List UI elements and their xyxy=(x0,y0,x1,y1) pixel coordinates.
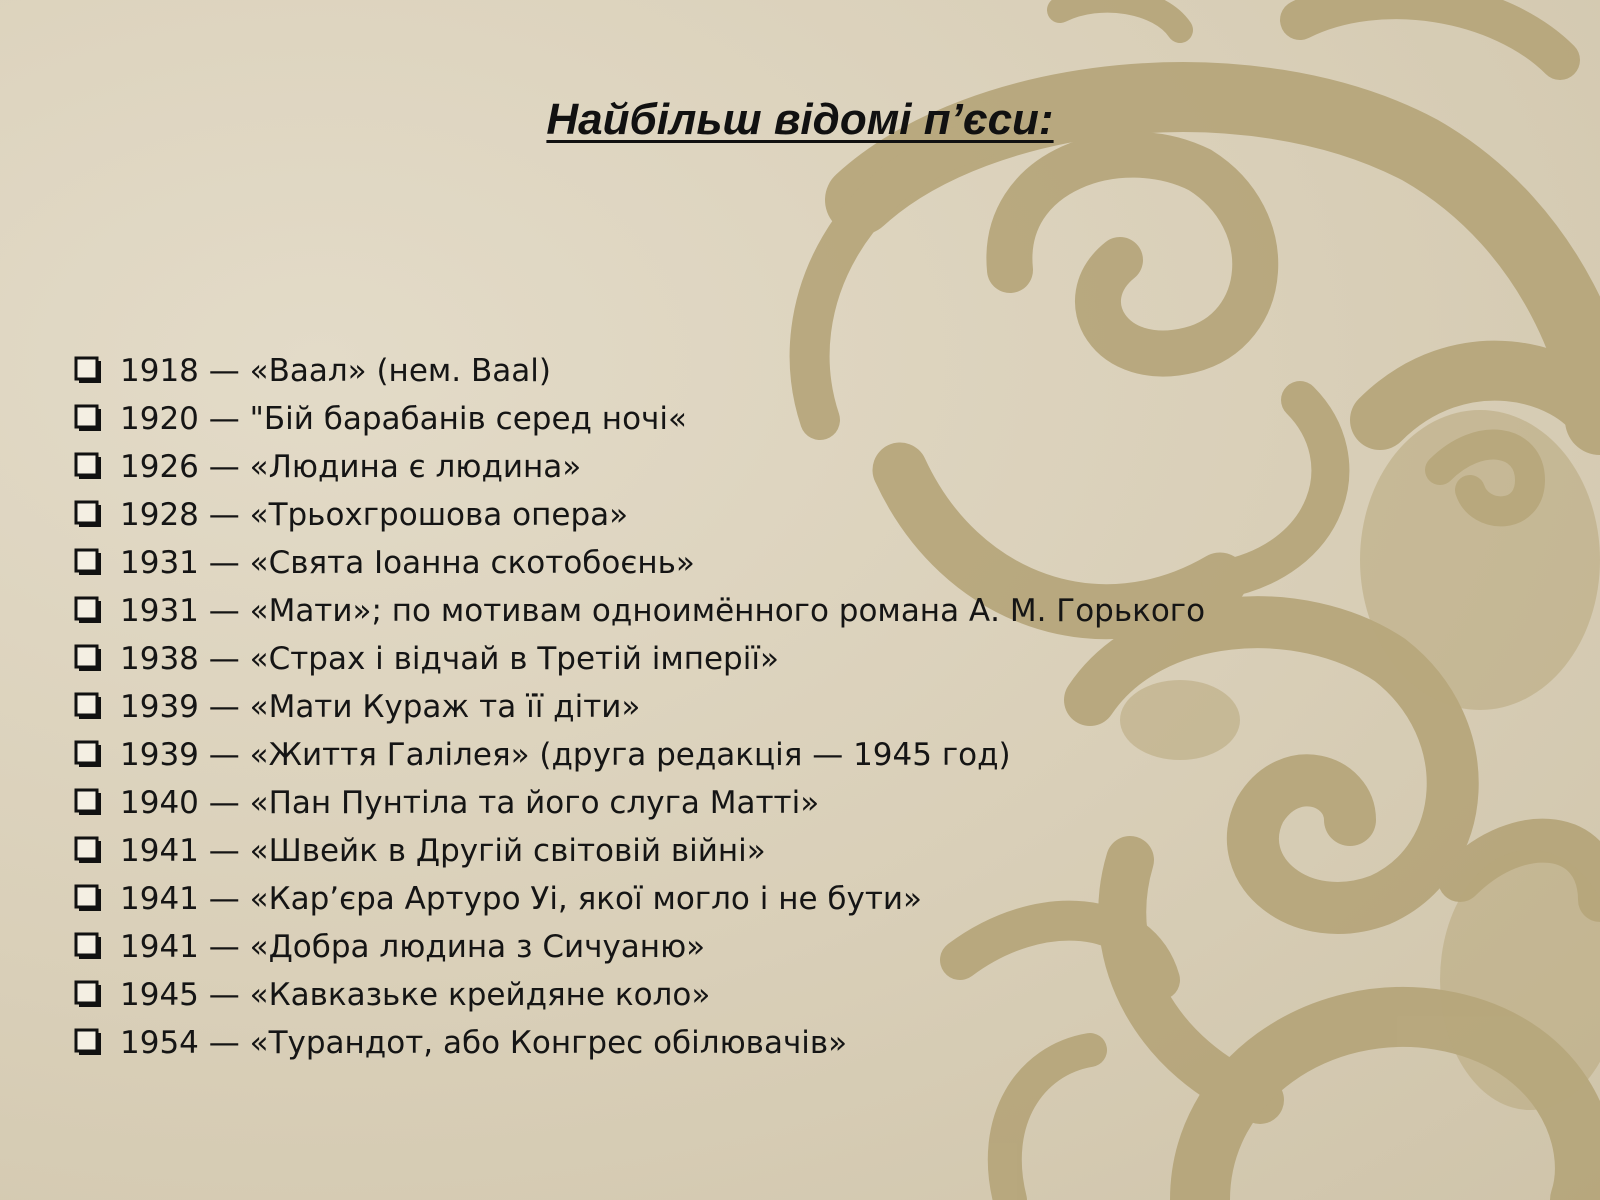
play-entry-text: 1938 — «Страх і відчай в Третій імперії» xyxy=(120,641,779,677)
list-item xyxy=(74,443,1205,491)
checkbox-bullet-icon xyxy=(74,692,104,722)
checkbox-bullet-icon xyxy=(74,596,104,626)
checkbox-bullet-icon xyxy=(74,404,104,434)
list-item xyxy=(74,875,1205,923)
play-entry-text: 1941 — «Добра людина з Сичуаню» xyxy=(120,929,706,965)
list-item xyxy=(74,347,1205,395)
checkbox-bullet-icon xyxy=(74,1028,104,1058)
slide-title: Найбільш відомі п’єси: xyxy=(546,95,1054,144)
play-entry-text: 1939 — «Мати Кураж та її діти» xyxy=(120,689,641,725)
play-entry-text: 1931 — «Свята Іоанна скотобоєнь» xyxy=(120,545,695,581)
play-entry-text: 1941 — «Кар’єра Артуро Уі, якої могло і не бути» xyxy=(120,881,923,917)
play-entry-text: 1941 — «Швейк в Другій світовій війні» xyxy=(120,833,766,869)
list-item xyxy=(74,539,1205,587)
checkbox-bullet-icon xyxy=(74,452,104,482)
play-entry-text: 1918 — «Ваал» (нем. Baal) xyxy=(120,353,551,389)
list-item xyxy=(74,971,1205,1019)
checkbox-bullet-icon xyxy=(74,836,104,866)
list-item xyxy=(74,491,1205,539)
list-item xyxy=(74,587,1205,635)
checkbox-bullet-icon xyxy=(74,932,104,962)
list-item xyxy=(74,395,1205,443)
list-item xyxy=(74,731,1205,779)
play-entry-text: 1926 — «Людина є людина» xyxy=(120,449,582,485)
list-item xyxy=(74,923,1205,971)
list-item xyxy=(74,683,1205,731)
checkbox-bullet-icon xyxy=(74,884,104,914)
list-item xyxy=(74,1019,1205,1067)
checkbox-bullet-icon xyxy=(74,500,104,530)
play-entry-text: 1928 — «Трьохгрошова опера» xyxy=(120,497,629,533)
list-item xyxy=(74,827,1205,875)
play-entry-text: 1931 — «Мати»; по мотивам одноимённого романа А. М. Горького xyxy=(120,593,1206,629)
checkbox-bullet-icon xyxy=(74,788,104,818)
checkbox-bullet-icon xyxy=(74,980,104,1010)
play-entry-text: 1945 — «Кавказьке крейдяне коло» xyxy=(120,977,711,1013)
play-entry-text: 1940 — «Пан Пунтіла та його слуга Матті» xyxy=(120,785,820,821)
checkbox-bullet-icon xyxy=(74,356,104,386)
play-entry-text: 1939 — «Життя Галілея» (друга редакція — 1945 год) xyxy=(120,737,1011,773)
list-item xyxy=(74,635,1205,683)
plays-list xyxy=(74,347,1205,1067)
list-item xyxy=(74,779,1205,827)
checkbox-bullet-icon xyxy=(74,644,104,674)
checkbox-bullet-icon xyxy=(74,548,104,578)
play-entry-text: 1954 — «Турандот, або Конгрес обілювачів» xyxy=(120,1025,848,1061)
play-entry-text: 1920 — "Бій барабанів серед ночі« xyxy=(120,401,687,437)
checkbox-bullet-icon xyxy=(74,740,104,770)
